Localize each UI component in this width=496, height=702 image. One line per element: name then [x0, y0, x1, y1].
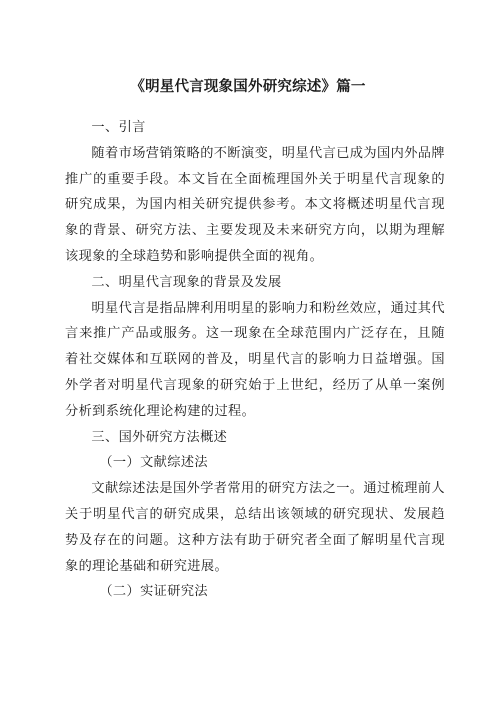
- document-body: [65, 115, 445, 605]
- document-title: 《明星代言现象国外研究综述》篇一: [130, 79, 366, 95]
- section-heading-background: 二、明星代言现象的背景及发展: [91, 274, 282, 290]
- paragraph-literature-review: 文献综述法是国外学者常用的研究方法之一。通过梳理前人关于明星代言的研究成果，总结出该领域的研究现状、发展趋势及存在的问题。这种方法有助于研究者全面了解明星代言现象的理论基础和研究进展。: [65, 481, 445, 574]
- subheading-empirical-research: （二）实证研究法: [99, 584, 209, 600]
- subheading-literature-review: （一）文献综述法: [99, 455, 209, 471]
- section-heading-methods: 三、国外研究方法概述: [91, 429, 228, 445]
- section-heading-introduction: 一、引言: [91, 120, 146, 135]
- paragraph-background: 明星代言是指品牌利用明星的影响力和粉丝效应，通过其代言来推广产品或服务。这一现象在全球范围内广泛存在，且随着社交媒体和互联网的普及，明星代言的影响力日益增强。国外学者对明星代言现象的研究始于上世纪，经历了从单一案例分析到系统化理论构建的过程。: [65, 300, 445, 419]
- paragraph-introduction: 随着市场营销策略的不断演变，明星代言已成为国内外品牌推广的重要手段。本文旨在全面梳理国外关于明星代言现象的研究成果，为国内相关研究提供参考。本文将概述明星代言现象的背景、研究方法、主要发现及未来研究方向，以期为理解该现象的全球趋势和影响提供全面的视角。: [65, 145, 445, 264]
